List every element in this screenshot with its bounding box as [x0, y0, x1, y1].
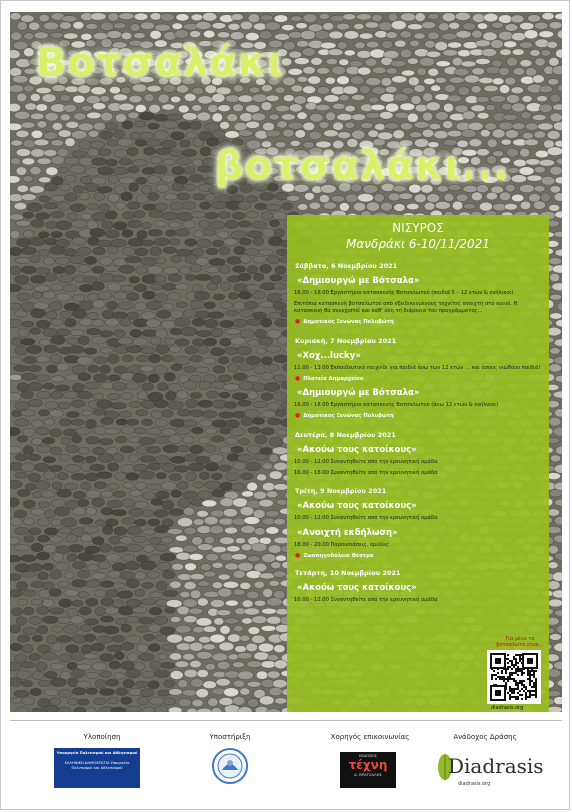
event-description: 18.00 - 20.00 Παρουσιάσεις, ομιλίες [294, 542, 389, 548]
footer-divider [10, 720, 562, 721]
sponsor-label-support: Υποστήριξη [209, 733, 251, 741]
location-pin-icon: ● [295, 318, 301, 325]
event-venue [295, 412, 549, 419]
day-heading: Τετάρτη, 10 Νοεμβρίου 2021 [295, 569, 401, 577]
ministry-logo-subtext: ΕΛΛΗΝΙΚΗ ΔΗΜΟΚΡΑΤΙΑ Υπουργείο Πολιτισμού και Αθλητισμού [64, 761, 130, 770]
techni-logo-bottom: Δ. ΒΡΑΤΣΑΛΗΣ [354, 772, 382, 777]
qr-code[interactable] [487, 650, 541, 704]
place-dates: Μανδράκι 6-10/11/2021 [346, 237, 490, 251]
venue-name: Ζωοπηγοδόλειο Θέατρο [303, 553, 374, 559]
sponsor-label-implementation: Υλοποίηση [83, 733, 121, 741]
support-logo [212, 748, 248, 784]
emblem-icon [214, 750, 246, 782]
day-heading: Σάββατο, 6 Νοεμβρίου 2021 [295, 262, 398, 270]
techni-logo-main: τέχνη [348, 758, 388, 772]
event-venue [295, 375, 549, 382]
location-block [287, 220, 549, 252]
day-heading: Δευτέρα, 8 Νοεμβρίου 2021 [295, 431, 396, 439]
event-venue [295, 552, 549, 559]
event-title: «Δημιουργώ με Βότσαλα» [297, 276, 420, 286]
diadrasis-logo [430, 748, 544, 788]
diadrasis-logo-sub: diadrasis.org [458, 781, 491, 787]
venue-name: Δημοτικός Ξενώνας Πολυβώτη [303, 319, 394, 325]
ministry-logo-text: Υπουργείο Πολιτισμού και Αθλητισμού [56, 751, 138, 755]
day-heading: Τρίτη, 9 Νοεμβρίου 2021 [295, 487, 387, 495]
title-line-1: Βοτσαλάκι [36, 40, 284, 86]
ministry-logo [54, 748, 140, 788]
techni-logo [340, 752, 396, 788]
location-pin-icon: ● [295, 412, 301, 419]
event-title: «Ακούω τους κατοίκους» [297, 583, 417, 593]
sponsor-label-media: Χορηγός επικοινωνίας [330, 733, 410, 741]
location-pin-icon: ● [295, 375, 301, 382]
event-description: 16.00 - 18.00 Συναντηθείτε από την ερευνητική ομάδα [294, 470, 438, 476]
event-title: «Ακούω τους κατοίκους» [297, 501, 417, 511]
event-description: 10.00 - 12.00 Συναντηθείτε από την ερευνητική ομάδα [294, 515, 438, 521]
qr-code-icon [487, 650, 541, 704]
diadrasis-logo-text: Diadrasis [448, 754, 544, 778]
sponsor-label-operator: Ανάδοχος Δράσης [453, 733, 517, 741]
event-venue [295, 318, 549, 325]
event-title: «Χοχ...lucky» [297, 351, 361, 361]
location-pin-icon: ● [295, 552, 301, 559]
day-heading: Κυριακή, 7 Νοεμβρίου 2021 [295, 337, 397, 345]
event-title: «Δημιουργώ με Βότσαλα» [297, 388, 420, 398]
venue-name: Δημοτικός Ξενώνας Πολυβώτη [303, 413, 394, 419]
title-line-2: βοτσαλάκι... [215, 143, 510, 189]
event-description: 10.00 - 12.00 Συναντηθείτε από την ερευνητική ομάδα [294, 597, 438, 603]
event-description: Επιτόπια κατασκευή βοτσαλωτού από εξειδικευμένους τεχνίτες ανοιχτή στο κοινό. Η κατασκευή θα συνεχιστεί και καθ' όλη τη διάρκεια του προγράμματος... [294, 301, 518, 314]
techni-logo-top: ΕΚΔΟΣΕΙΣ [359, 754, 377, 758]
island-name: ΝΙΣΥΡΟΣ [392, 221, 444, 235]
event-description: 11.00 - 13.00 Εκπαιδευτικό παιχνίδι για παιδιά άνω των 12 ετών ... και όσους νιώθουν παιδιά! [294, 365, 541, 371]
venue-name: Πλατεία Δημαρχείου [303, 376, 364, 382]
event-description: 16.00 - 18.00 Εργαστήριο κατασκευής Βοτσαλωτού (άνω 12 ετών & ενήλικοι) [294, 402, 499, 408]
event-description: 10.00 - 12.00 Συναντηθείτε από την ερευνητική ομάδα [294, 459, 438, 465]
schedule [287, 262, 549, 604]
qr-url: diadrasis.org [491, 705, 524, 711]
event-title: «Ανοιχτή εκδήλωση» [297, 528, 398, 538]
qr-note: Για μένα το βοτσαλωτό είναι... [496, 636, 544, 648]
event-description: 16.00 - 18.00 Εργαστήριο κατασκευής Βοτσαλωτού (παιδιά 5 – 12 ετών & ενήλικοι) [294, 290, 514, 296]
event-title: «Ακούω τους κατοίκους» [297, 445, 417, 455]
